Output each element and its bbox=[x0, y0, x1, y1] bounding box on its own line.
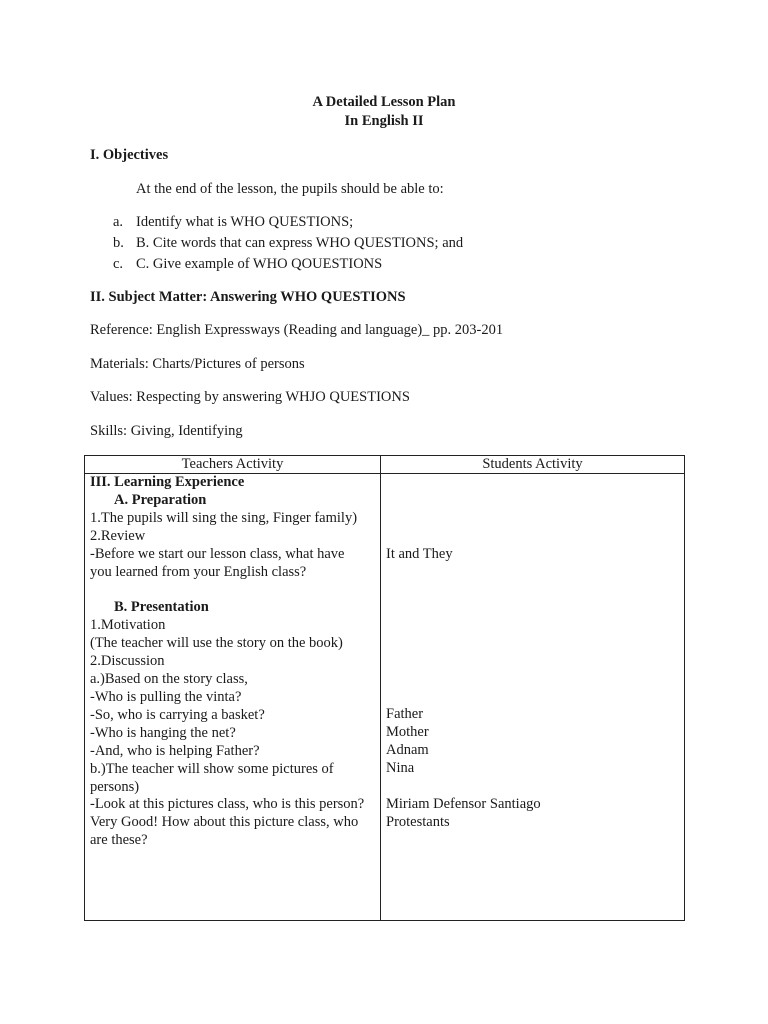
activity-table bbox=[84, 455, 685, 921]
teachers-activity-header: Teachers Activity bbox=[85, 456, 381, 474]
teacher-line: 1.Motivation bbox=[90, 617, 166, 633]
objective-item bbox=[113, 235, 463, 252]
teacher-line: you learned from your English class? bbox=[90, 564, 307, 580]
preparation-heading: A. Preparation bbox=[114, 492, 207, 508]
teacher-line: b.)The teacher will show some pictures of bbox=[90, 761, 334, 777]
teacher-line: (The teacher will use the story on the book) bbox=[90, 635, 343, 651]
teachers-activity-cell bbox=[85, 474, 381, 921]
objectives-intro: At the end of the lesson, the pupils should be able to: bbox=[136, 181, 444, 197]
teacher-line: Very Good! How about this picture class, who bbox=[90, 814, 359, 830]
objective-item bbox=[113, 214, 353, 231]
subject-matter-heading: II. Subject Matter: Answering WHO QUESTIONS bbox=[90, 289, 406, 305]
student-answer: Miriam Defensor Santiago bbox=[386, 796, 541, 812]
reference-line: Reference: English Expressways (Reading and language)_ pp. 203-201 bbox=[90, 322, 504, 338]
teacher-line: -Who is hanging the net? bbox=[90, 725, 236, 741]
objective-text: B. Cite words that can express WHO QUESTIONS; and bbox=[136, 235, 464, 251]
materials-line: Materials: Charts/Pictures of persons bbox=[90, 356, 305, 372]
presentation-heading: B. Presentation bbox=[114, 599, 209, 615]
table-row bbox=[85, 474, 685, 921]
student-answer: Adnam bbox=[386, 742, 429, 758]
document-subtitle: In English II bbox=[344, 113, 424, 129]
students-activity-header: Students Activity bbox=[381, 456, 685, 474]
student-answer: Protestants bbox=[386, 814, 450, 830]
student-answer: It and They bbox=[386, 546, 453, 562]
skills-line: Skills: Giving, Identifying bbox=[90, 423, 243, 439]
teacher-line: 2.Review bbox=[90, 528, 146, 544]
teacher-line: -Before we start our lesson class, what have bbox=[90, 546, 345, 562]
objective-text: C. Give example of WHO QOUESTIONS bbox=[136, 256, 383, 272]
student-answer: Father bbox=[386, 706, 424, 722]
learning-experience-heading: III. Learning Experience bbox=[90, 474, 245, 490]
objectives-heading: I. Objectives bbox=[90, 147, 169, 163]
teacher-line: are these? bbox=[90, 832, 148, 848]
document-title: A Detailed Lesson Plan bbox=[312, 94, 456, 110]
list-marker: c. bbox=[113, 256, 124, 272]
table-header-row bbox=[85, 456, 685, 474]
student-answer: Nina bbox=[386, 760, 415, 776]
objective-item bbox=[113, 256, 382, 273]
teacher-line: a.)Based on the story class, bbox=[90, 671, 248, 687]
students-activity-cell bbox=[381, 474, 685, 921]
student-answer: Mother bbox=[386, 724, 429, 740]
values-line: Values: Respecting by answering WHJO QUESTIONS bbox=[90, 389, 410, 405]
teacher-line: -So, who is carrying a basket? bbox=[90, 707, 265, 723]
objective-text: Identify what is WHO QUESTIONS; bbox=[136, 214, 354, 230]
teacher-line: -And, who is helping Father? bbox=[90, 743, 260, 759]
teacher-line: 2.Discussion bbox=[90, 653, 165, 669]
list-marker: b. bbox=[113, 235, 124, 251]
teacher-line: persons) bbox=[90, 779, 140, 795]
teacher-line: -Look at this pictures class, who is this person? bbox=[90, 796, 365, 812]
list-marker: a. bbox=[113, 214, 124, 230]
teacher-line: 1.The pupils will sing the sing, Finger family) bbox=[90, 510, 358, 526]
teacher-line: -Who is pulling the vinta? bbox=[90, 689, 242, 705]
